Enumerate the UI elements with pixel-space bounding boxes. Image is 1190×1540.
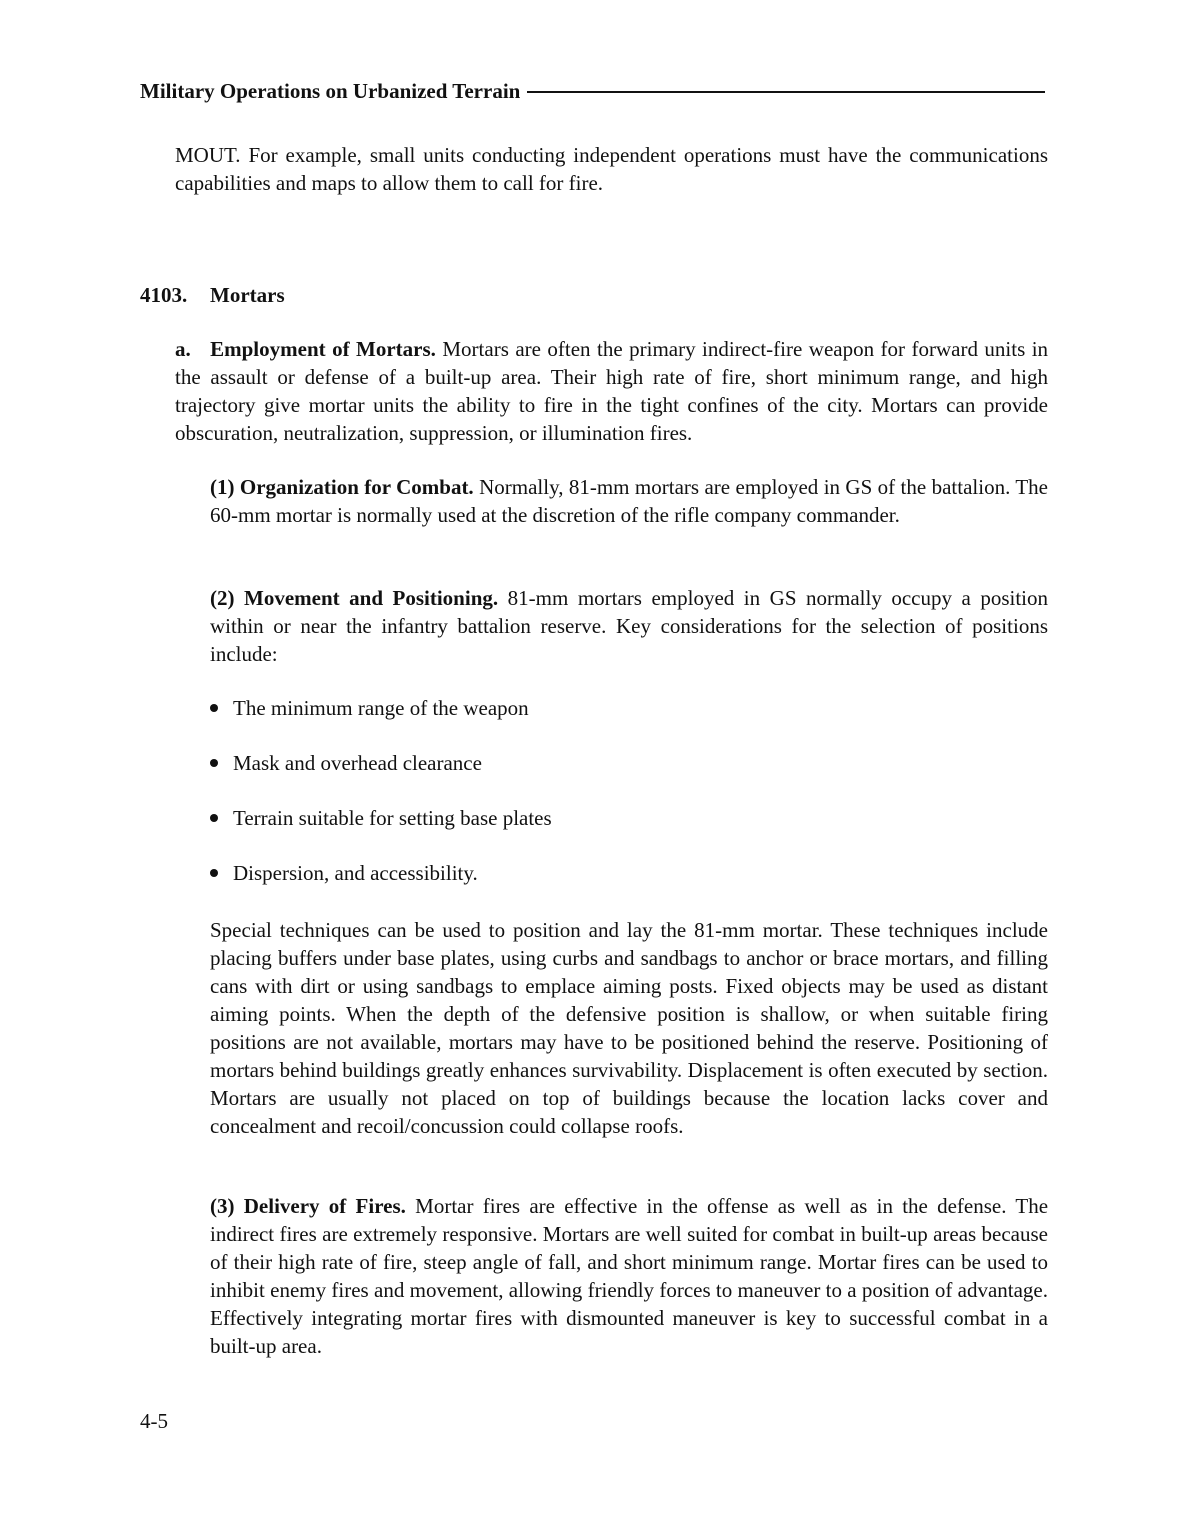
list-item-text: Dispersion, and accessibility. xyxy=(233,861,478,885)
paragraph-1-text: Normally, 81-mm mortars are employed in GS of the battalion. The 60-mm mortar is normally used at the discretion of the rifle company commander. xyxy=(210,475,1049,527)
list-item-text: Mask and overhead clearance xyxy=(233,751,482,775)
running-head-title: Military Operations on Urbanized Terrain xyxy=(140,79,521,103)
paragraph-a-label: a. xyxy=(175,337,191,361)
list-item-text: The minimum range of the weapon xyxy=(233,696,529,720)
paragraph-2 xyxy=(210,584,1048,668)
paragraph-a-heading: Employment of Mortars. xyxy=(210,337,436,361)
paragraph-3-heading: (3) Delivery of Fires. xyxy=(210,1194,406,1218)
paragraph-a xyxy=(175,335,1048,447)
paragraph-a-text: Mortars are often the primary indirect-fire weapon for forward units in the assault or defense of a built-up area. Their high rate of fire, short minimum range, and high trajectory give mortar units the ability to fire in the tight confines of the city. Mortars can provide obscuration, neutralization, suppression, or illumination fires. xyxy=(175,337,1049,445)
list-item xyxy=(210,804,1048,832)
paragraph-1-heading: (1) Organization for Combat. xyxy=(210,475,474,499)
intro-paragraph: MOUT. For example, small units conducting independent operations must have the communications capabilities and maps to allow them to call for fire. xyxy=(175,143,1048,195)
section-number: 4103. xyxy=(140,283,188,307)
page-number: 4-5 xyxy=(140,1409,168,1433)
bullet-icon xyxy=(210,759,218,767)
paragraph-3-text: Mortar fires are effective in the offense as well as in the defense. The indirect fires are extremely responsive. Mortars are well suited for combat in built-up areas because of their high rate of fire, steep angle of fall, and short minimum range. Mortar fires can be used to inhibit enemy fires and movement, allowing friendly forces to maneuver to a position of advantage. Effectively integrating mortar fires with dismounted maneuver is key to successful combat in a built-up area. xyxy=(210,1194,1049,1358)
list-item xyxy=(210,694,1048,722)
list-item xyxy=(210,749,1048,777)
special-techniques-paragraph: Special techniques can be used to position and lay the 81-mm mortar. These techniques include placing buffers under base plates, using curbs and sandbags to anchor or brace mortars, and filling cans with dirt or using sandbags to emplace aiming posts. Fixed objects may be used as distant aiming points. When the depth of the defensive position is shallow, or when suitable firing positions are not available, mortars may have to be positioned behind the reserve. Positioning of mortars behind buildings greatly enhances survivability. Displacement is often executed by section. Mortars are usually not placed on top of buildings because the location lacks cover and concealment and recoil/concussion could collapse roofs. xyxy=(210,918,1048,1138)
paragraph-3 xyxy=(210,1192,1048,1360)
paragraph-2-heading: (2) Movement and Positioning. xyxy=(210,586,499,610)
list-item-text: Terrain suitable for setting base plates xyxy=(233,806,552,830)
considerations-list xyxy=(210,694,1048,914)
running-head xyxy=(140,78,1045,104)
list-item xyxy=(210,859,1048,887)
bullet-icon xyxy=(210,869,218,877)
bullet-icon xyxy=(210,814,218,822)
paragraph-1 xyxy=(210,473,1048,529)
section-heading xyxy=(140,281,285,309)
bullet-icon xyxy=(210,704,218,712)
running-head-rule xyxy=(527,91,1045,93)
section-title: Mortars xyxy=(210,283,285,307)
paragraph-2-text: 81-mm mortars employed in GS normally occupy a position within or near the infantry battalion reserve. Key considerations for the selection of positions include: xyxy=(210,586,1049,666)
